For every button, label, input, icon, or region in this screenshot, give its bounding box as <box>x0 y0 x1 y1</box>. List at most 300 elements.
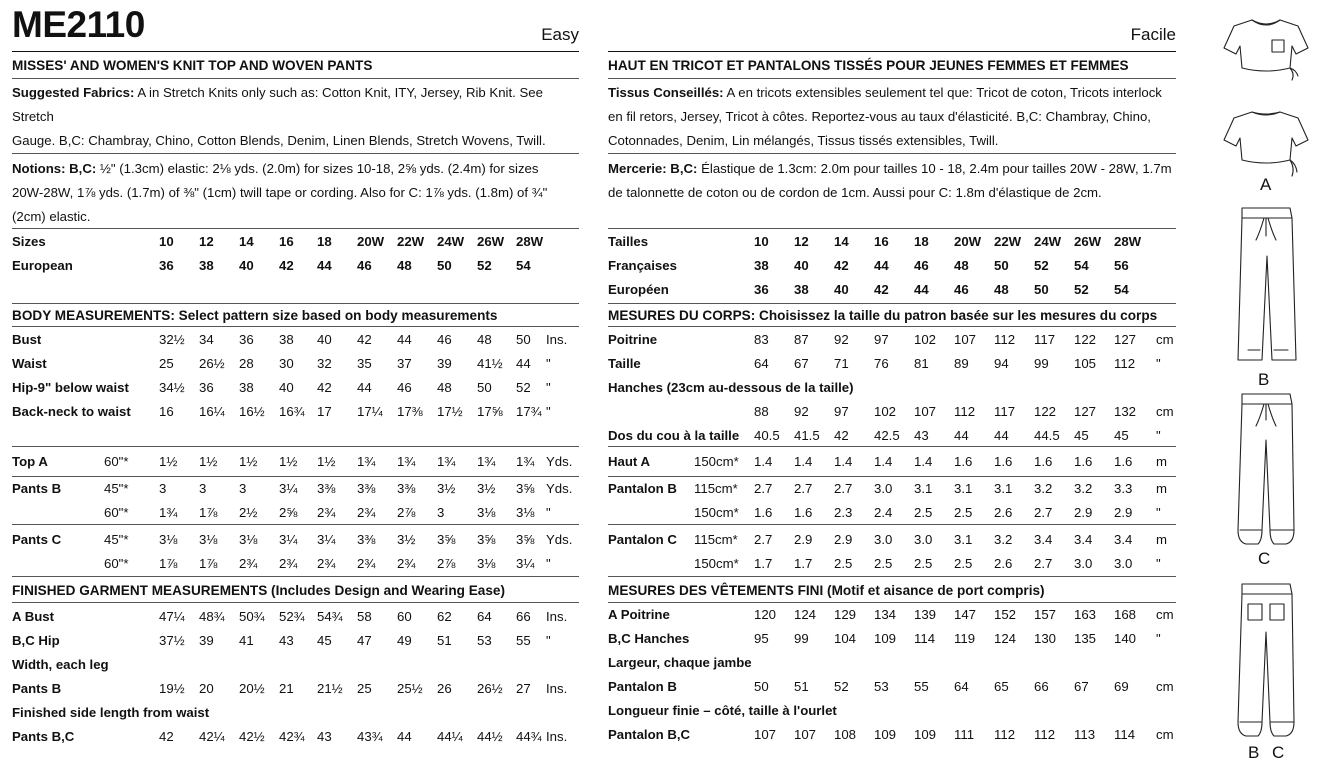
table-cell: 157 <box>1034 607 1057 622</box>
table-cell: 2.3 <box>834 505 853 520</box>
table-row <box>12 380 579 396</box>
table-cell: 44 <box>516 356 531 371</box>
table-row <box>12 356 579 372</box>
table-cell: 2.7 <box>834 481 853 496</box>
table-cell: 2⅞ <box>437 556 456 571</box>
table-cell: 42½ <box>239 729 265 744</box>
divider <box>608 476 1176 477</box>
row-label: Waist <box>12 356 47 371</box>
view-label-a: A <box>1260 175 1272 194</box>
fabric-width: 115cm* <box>694 532 738 547</box>
table-cell: 88 <box>754 404 769 419</box>
table-cell: 50¾ <box>239 609 265 624</box>
table-cell: 1½ <box>239 454 258 469</box>
table-cell: 112 <box>994 727 1016 742</box>
divider <box>12 153 579 154</box>
table-cell: 24W <box>437 234 465 249</box>
table-cell: 54 <box>1074 258 1089 273</box>
pattern-code: ME2110 <box>12 4 145 45</box>
table-cell: 40 <box>794 258 809 273</box>
table-cell: 1¾ <box>516 454 535 469</box>
table-cell: 46 <box>397 380 412 395</box>
table-cell: 97 <box>834 404 849 419</box>
row-label: Hanches (23cm au-dessous de la taille) <box>608 380 854 395</box>
table-cell: 17⅜ <box>397 404 423 419</box>
table-cell: 3.0 <box>1114 556 1133 571</box>
table-cell: 3⅝ <box>516 481 535 496</box>
table-cell: 25 <box>357 681 372 696</box>
table-cell: 18 <box>317 234 332 249</box>
table-cell: 2¾ <box>357 505 376 520</box>
table-cell: 1¾ <box>477 454 496 469</box>
table-cell: 134 <box>874 607 897 622</box>
fabrics-line: Gauge. B,C: Chambray, Chino, Cotton Blends, Denim, Linen Blends, Stretch Wovens, Twill. <box>12 133 546 148</box>
table-cell: 132 <box>1114 404 1137 419</box>
table-cell: 107 <box>954 332 977 347</box>
table-cell: 30 <box>279 356 294 371</box>
table-cell: 2⅞ <box>397 505 416 520</box>
table-cell: 38 <box>794 282 809 297</box>
table-cell: 44¼ <box>437 729 463 744</box>
fabrics-label: Suggested Fabrics: <box>12 85 135 100</box>
table-cell: 129 <box>834 607 857 622</box>
table-cell: 112 <box>954 404 976 419</box>
notions-label: Mercerie: B,C: <box>608 161 698 176</box>
table-cell: 21½ <box>317 681 343 696</box>
row-label: B,C Hip <box>12 633 60 648</box>
table-cell: 107 <box>754 727 777 742</box>
fabric-width: 60"* <box>104 505 129 520</box>
table-cell: 2.7 <box>1034 505 1053 520</box>
table-cell: 34 <box>199 332 214 347</box>
table-cell: 122 <box>1034 404 1057 419</box>
table-cell: 1⅞ <box>199 556 218 571</box>
table-cell: 43 <box>317 729 332 744</box>
table-cell: 3½ <box>397 532 416 547</box>
table-cell: 1.7 <box>794 556 813 571</box>
unit-label: " <box>1156 556 1161 571</box>
table-cell: 3⅜ <box>357 532 376 547</box>
table-cell: 135 <box>1074 631 1097 646</box>
table-row <box>608 505 1176 521</box>
table-cell: 16¼ <box>199 404 225 419</box>
table-row <box>608 679 1176 695</box>
table-row <box>608 556 1176 572</box>
table-cell: 112 <box>994 332 1016 347</box>
table-cell: 65 <box>994 679 1009 694</box>
table-cell: 1.4 <box>834 454 853 469</box>
table-cell: 2¾ <box>239 556 258 571</box>
table-cell: 42 <box>357 332 372 347</box>
table-cell: 44 <box>317 258 332 273</box>
table-cell: 1¾ <box>159 505 178 520</box>
row-label: Européen <box>608 282 669 297</box>
divider <box>12 576 579 577</box>
table-row <box>12 532 579 548</box>
row-label: Tailles <box>608 234 649 249</box>
table-cell: 12 <box>794 234 809 249</box>
divider <box>608 326 1176 327</box>
table-cell: 3⅛ <box>159 532 178 547</box>
table-cell: 2.4 <box>874 505 893 520</box>
table-cell: 22W <box>994 234 1022 249</box>
fabrics-line: A en tricots extensibles seulement tel que: Tricot de coton, Tricots interlock <box>726 85 1162 100</box>
table-cell: 17½ <box>437 404 463 419</box>
table-cell: 42 <box>317 380 332 395</box>
fabrics-section <box>12 81 579 153</box>
table-cell: 105 <box>1074 356 1097 371</box>
table-cell: 1.6 <box>1034 454 1053 469</box>
table-cell: 168 <box>1114 607 1137 622</box>
table-cell: 2¾ <box>397 556 416 571</box>
table-cell: 42 <box>834 258 849 273</box>
table-cell: 51 <box>437 633 452 648</box>
table-cell: 38 <box>754 258 769 273</box>
difficulty-level: Facile <box>1130 25 1176 44</box>
table-cell: 2¾ <box>317 556 336 571</box>
table-cell: 2⅝ <box>279 505 298 520</box>
fabrics-line: en fil retors, Jersey, Tricot à côtes. Reportez-vous au taux d'élasticité. B,C: Chambray, Chino, <box>608 109 1151 124</box>
table-cell: 26½ <box>199 356 225 371</box>
table-cell: 16¾ <box>279 404 305 419</box>
table-cell: 3.0 <box>914 532 933 547</box>
unit-label: cm <box>1156 404 1174 419</box>
table-cell: 51 <box>794 679 809 694</box>
table-cell: 40 <box>834 282 849 297</box>
fabric-width: 115cm* <box>694 481 738 496</box>
table-cell: 20 <box>199 681 214 696</box>
view-label-bc: B C <box>1248 743 1289 762</box>
finished-measurements-title: MESURES DES VÊTEMENTS FINI (Motif et aisance de port compris) <box>608 583 1045 598</box>
table-cell: 17⅝ <box>477 404 503 419</box>
table-cell: 2¾ <box>279 556 298 571</box>
row-label: Sizes <box>12 234 46 249</box>
table-cell: 99 <box>794 631 809 646</box>
table-row <box>608 380 1176 396</box>
table-cell: 58 <box>357 609 372 624</box>
divider <box>12 228 579 229</box>
unit-label: Yds. <box>546 454 573 469</box>
notions-line: de talonnette de coton ou de cordon de 1cm. Aussi pour C: 1.8m d'élastique de 2cm. <box>608 185 1102 200</box>
table-cell: 92 <box>794 404 809 419</box>
table-cell: 36 <box>199 380 214 395</box>
table-cell: 10 <box>159 234 174 249</box>
table-cell: 53 <box>477 633 492 648</box>
divider <box>608 51 1176 52</box>
table-cell: 1¾ <box>397 454 416 469</box>
table-cell: 67 <box>1074 679 1089 694</box>
fabrics-section <box>608 81 1176 153</box>
table-cell: 3.1 <box>954 481 973 496</box>
table-cell: 32½ <box>159 332 185 347</box>
divider <box>608 78 1176 79</box>
table-cell: 130 <box>1034 631 1057 646</box>
table-cell: 69 <box>1114 679 1129 694</box>
divider <box>12 446 579 447</box>
table-cell: 3 <box>159 481 167 496</box>
table-cell: 44 <box>357 380 372 395</box>
table-cell: 2¾ <box>317 505 336 520</box>
table-cell: 28 <box>239 356 254 371</box>
table-cell: 41½ <box>477 356 503 371</box>
table-cell: 39 <box>199 633 214 648</box>
table-cell: 16½ <box>239 404 265 419</box>
divider <box>608 576 1176 577</box>
row-label: Haut A <box>608 454 651 469</box>
table-cell: 44 <box>397 332 412 347</box>
top-a-back-icon <box>1224 112 1308 176</box>
table-row <box>608 428 1176 444</box>
divider <box>12 78 579 79</box>
table-cell: 1⅞ <box>199 505 218 520</box>
divider <box>608 228 1176 229</box>
table-cell: 26W <box>1074 234 1102 249</box>
table-cell: 67 <box>794 356 809 371</box>
table-row <box>12 681 579 697</box>
table-cell: 45 <box>1074 428 1089 443</box>
table-row <box>12 505 579 521</box>
unit-label: m <box>1156 454 1167 469</box>
table-cell: 1.7 <box>754 556 773 571</box>
table-cell: 107 <box>914 404 937 419</box>
table-cell: 44 <box>914 282 929 297</box>
table-cell: 54 <box>516 258 531 273</box>
unit-label: cm <box>1156 332 1174 347</box>
table-row <box>608 332 1176 348</box>
table-cell: 2.5 <box>834 556 853 571</box>
table-cell: 40 <box>317 332 332 347</box>
table-cell: 1.6 <box>954 454 973 469</box>
table-cell: 42¾ <box>279 729 305 744</box>
notions-line: Élastique de 1.3cm: 2.0m pour tailles 10 - 18, 2.4m pour tailles 20W - 28W, 1.7m <box>701 161 1172 176</box>
table-cell: 3⅝ <box>516 532 535 547</box>
row-label: Dos du cou à la taille <box>608 428 740 443</box>
table-cell: 17¾ <box>516 404 542 419</box>
row-label: Pantalon B,C <box>608 727 691 742</box>
table-cell: 50 <box>477 380 492 395</box>
table-row <box>608 532 1176 548</box>
divider <box>12 602 579 603</box>
fabric-width: 150cm* <box>694 556 739 571</box>
table-cell: 3.4 <box>1074 532 1093 547</box>
table-cell: 21 <box>279 681 294 696</box>
table-cell: 12 <box>199 234 214 249</box>
table-cell: 38 <box>239 380 254 395</box>
table-cell: 10 <box>754 234 769 249</box>
table-cell: 3¼ <box>279 532 298 547</box>
table-cell: 53 <box>874 679 889 694</box>
notions-label: Notions: B,C: <box>12 161 97 176</box>
table-row <box>12 234 579 250</box>
table-cell: 49 <box>397 633 412 648</box>
fabric-width: 60"* <box>104 556 129 571</box>
table-row <box>12 705 579 721</box>
table-cell: 2.5 <box>954 505 973 520</box>
table-row <box>12 556 579 572</box>
view-label-c: C <box>1258 549 1271 568</box>
unit-label: m <box>1156 532 1167 547</box>
table-cell: 36 <box>754 282 769 297</box>
notions-section <box>608 157 1176 205</box>
row-label: Pants B <box>12 481 62 496</box>
table-cell: 41 <box>239 633 254 648</box>
table-cell: 42.5 <box>874 428 900 443</box>
table-cell: 41.5 <box>794 428 820 443</box>
unit-label: Ins. <box>546 681 568 696</box>
table-cell: 60 <box>397 609 412 624</box>
table-row <box>12 404 579 420</box>
table-cell: 1.4 <box>874 454 893 469</box>
table-cell: 112 <box>1114 356 1136 371</box>
table-cell: 140 <box>1114 631 1137 646</box>
fabric-width: 45"* <box>104 481 129 496</box>
table-cell: 28W <box>516 234 544 249</box>
table-cell: 14 <box>834 234 849 249</box>
table-row <box>608 703 1176 719</box>
table-cell: 107 <box>794 727 817 742</box>
row-label: Taille <box>608 356 641 371</box>
table-cell: 44½ <box>477 729 503 744</box>
table-cell: 37½ <box>159 633 185 648</box>
table-row <box>12 657 579 673</box>
fabrics-line: A in Stretch Knits only such as: Cotton Knit, ITY, Jersey, Rib Knit. See Stretch <box>12 85 543 124</box>
unit-label: " <box>1156 356 1161 371</box>
divider <box>12 524 579 525</box>
row-label: European <box>12 258 73 273</box>
table-cell: 109 <box>914 727 937 742</box>
table-cell: 1¾ <box>357 454 376 469</box>
unit-label: " <box>1156 631 1161 646</box>
table-cell: 48 <box>477 332 492 347</box>
unit-label: " <box>1156 428 1161 443</box>
table-cell: 2.7 <box>754 532 773 547</box>
table-cell: 119 <box>954 631 976 646</box>
table-cell: 3.4 <box>1034 532 1053 547</box>
table-cell: 64 <box>477 609 492 624</box>
table-row <box>12 332 579 348</box>
table-cell: 87 <box>794 332 809 347</box>
table-cell: 54¾ <box>317 609 343 624</box>
table-cell: 1.4 <box>794 454 813 469</box>
table-cell: 40 <box>239 258 254 273</box>
table-row <box>12 729 579 745</box>
table-cell: 25 <box>159 356 174 371</box>
row-label: Finished side length from waist <box>12 705 210 720</box>
table-cell: 1.6 <box>754 505 773 520</box>
unit-label: cm <box>1156 727 1174 742</box>
table-cell: 44¾ <box>516 729 542 744</box>
table-cell: 1.4 <box>754 454 773 469</box>
row-label: B,C Hanches <box>608 631 690 646</box>
table-cell: 43 <box>914 428 929 443</box>
table-cell: 2.9 <box>794 532 813 547</box>
table-cell: 89 <box>954 356 969 371</box>
body-measurements-title: MESURES DU CORPS: Choisissez la taille du patron basée sur les mesures du corps <box>608 308 1158 323</box>
table-cell: 17 <box>317 404 332 419</box>
table-cell: 19½ <box>159 681 185 696</box>
table-cell: 122 <box>1074 332 1097 347</box>
table-cell: 108 <box>834 727 857 742</box>
table-row <box>12 609 579 625</box>
unit-label: " <box>1156 505 1161 520</box>
table-cell: 2.9 <box>1074 505 1093 520</box>
table-cell: 25½ <box>397 681 423 696</box>
table-cell: 3⅛ <box>477 505 496 520</box>
table-cell: 3⅜ <box>397 481 416 496</box>
unit-label: Ins. <box>546 609 568 624</box>
notions-line: 20W-28W, 1⅞ yds. (1.7m) of ⅜" (1cm) twill tape or cording. Also for C: 1⅞ yds. (1.8m) of ¾" <box>12 185 548 200</box>
divider <box>608 153 1176 154</box>
table-cell: 109 <box>874 631 897 646</box>
table-cell: 1.6 <box>1114 454 1133 469</box>
table-cell: 47¼ <box>159 609 185 624</box>
table-cell: 62 <box>437 609 452 624</box>
row-label: Pantalon B <box>608 481 677 496</box>
row-label: Pantalon C <box>608 532 677 547</box>
table-cell: 3 <box>437 505 445 520</box>
row-label: Françaises <box>608 258 677 273</box>
table-cell: 2¾ <box>357 556 376 571</box>
table-cell: 55 <box>914 679 929 694</box>
pattern-title: MISSES' AND WOMEN'S KNIT TOP AND WOVEN PANTS <box>12 58 373 73</box>
notions-section <box>12 157 579 229</box>
table-cell: 76 <box>874 356 889 371</box>
table-cell: 36 <box>239 332 254 347</box>
row-label: Width, each leg <box>12 657 109 672</box>
unit-label: " <box>546 380 551 395</box>
table-cell: 2.9 <box>1114 505 1133 520</box>
table-cell: 46 <box>954 282 969 297</box>
table-cell: 26½ <box>477 681 503 696</box>
table-cell: 52 <box>1034 258 1049 273</box>
table-cell: 71 <box>834 356 849 371</box>
fabric-width: 45"* <box>104 532 129 547</box>
unit-label: cm <box>1156 679 1174 694</box>
divider <box>12 476 579 477</box>
table-cell: 52¾ <box>279 609 305 624</box>
table-cell: 3.0 <box>874 481 893 496</box>
table-cell: 20W <box>357 234 385 249</box>
finished-measurements-title: FINISHED GARMENT MEASUREMENTS (Includes Design and Wearing Ease) <box>12 583 505 598</box>
fabric-width: 60"* <box>104 454 129 469</box>
table-row <box>608 404 1176 420</box>
table-cell: 117 <box>1034 332 1056 347</box>
table-cell: 48¾ <box>199 609 225 624</box>
table-row <box>608 258 1176 274</box>
unit-label: " <box>546 556 551 571</box>
table-cell: 50 <box>994 258 1009 273</box>
divider <box>12 303 579 304</box>
table-cell: 2½ <box>239 505 258 520</box>
unit-label: m <box>1156 481 1167 496</box>
table-cell: 102 <box>914 332 937 347</box>
table-cell: 3.2 <box>994 532 1013 547</box>
row-label: Bust <box>12 332 42 347</box>
table-row <box>608 727 1176 743</box>
table-cell: 40.5 <box>754 428 780 443</box>
table-cell: 95 <box>754 631 769 646</box>
table-cell: 109 <box>874 727 897 742</box>
table-cell: 46 <box>437 332 452 347</box>
table-cell: 64 <box>954 679 969 694</box>
table-cell: 1½ <box>159 454 178 469</box>
table-cell: 3.1 <box>954 532 973 547</box>
table-cell: 44 <box>994 428 1009 443</box>
table-cell: 34½ <box>159 380 185 395</box>
table-cell: 35 <box>357 356 372 371</box>
table-cell: 66 <box>516 609 531 624</box>
unit-label: Yds. <box>546 481 573 496</box>
